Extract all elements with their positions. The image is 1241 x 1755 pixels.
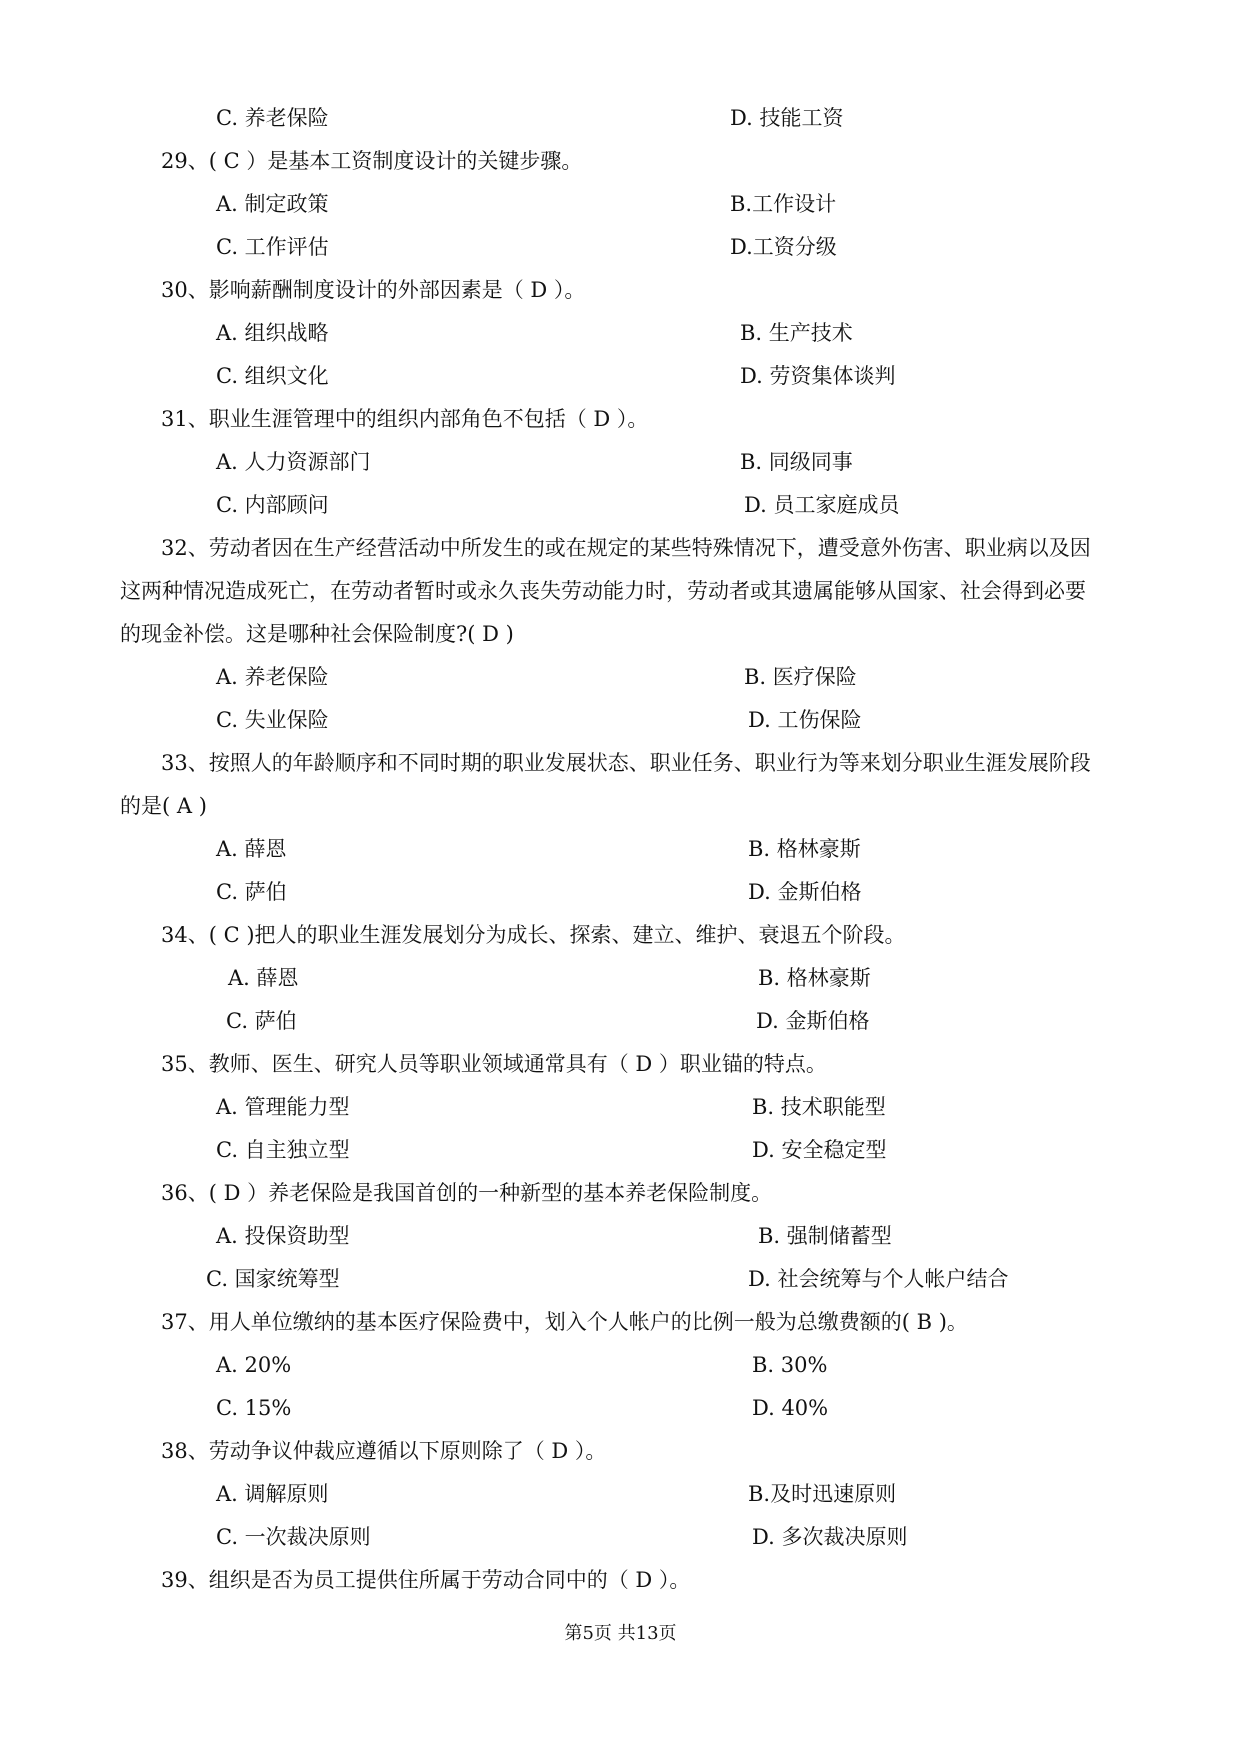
answer-option: C. 工作评估	[216, 235, 329, 259]
answer-option: C. 内部顾问	[216, 493, 329, 517]
answer-option: B. 30%	[752, 1353, 828, 1377]
answer-option: D.工资分级	[730, 235, 837, 259]
answer-option: A. 养老保险	[216, 665, 329, 689]
answer-option: C. 失业保险	[216, 708, 329, 732]
question-text: 38、劳动争议仲裁应遵循以下原则除了（ D ）。	[161, 1439, 607, 1463]
answer-option: A. 管理能力型	[216, 1095, 350, 1119]
answer-option: D. 员工家庭成员	[744, 493, 900, 517]
question-text: 36、( D ）养老保险是我国首创的一种新型的基本养老保险制度。	[161, 1181, 773, 1205]
answer-option: B. 生产技术	[740, 321, 853, 345]
answer-option: C. 萨伯	[226, 1009, 297, 1033]
answer-option: B. 同级同事	[740, 450, 853, 474]
answer-option: C. 组织文化	[216, 364, 329, 388]
answer-option: C. 15%	[216, 1396, 292, 1420]
question-text: 29、( C ）是基本工资制度设计的关键步骤。	[161, 149, 583, 173]
answer-option: A. 人力资源部门	[216, 450, 371, 474]
question-text: 31、职业生涯管理中的组织内部角色不包括（ D ）。	[161, 407, 649, 431]
question-text: 33、按照人的年龄顺序和不同时期的职业发展状态、职业任务、职业行为等来划分职业生涯发展阶段	[161, 751, 1091, 775]
answer-option: D. 40%	[752, 1396, 829, 1420]
answer-option: D. 多次裁决原则	[752, 1525, 908, 1549]
answer-option: D. 工伤保险	[748, 708, 862, 732]
answer-option: D. 金斯伯格	[756, 1009, 870, 1033]
answer-option: B. 格林豪斯	[748, 837, 861, 861]
question-continuation: 的是( A )	[120, 794, 207, 818]
question-text: 30、影响薪酬制度设计的外部因素是（ D ）。	[161, 278, 586, 302]
answer-option: C. 国家统筹型	[206, 1267, 340, 1291]
answer-option: B. 技术职能型	[752, 1095, 886, 1119]
answer-option: B.工作设计	[730, 192, 837, 216]
answer-option: C. 自主独立型	[216, 1138, 350, 1162]
question-text: 34、( C )把人的职业生涯发展划分为成长、探索、建立、维护、衰退五个阶段。	[161, 923, 906, 947]
answer-option: A. 薛恩	[228, 966, 299, 990]
question-continuation: 的现金补偿。这是哪种社会保险制度?( D )	[120, 622, 514, 646]
answer-option: B. 医疗保险	[744, 665, 857, 689]
answer-option: A. 薛恩	[216, 837, 287, 861]
page-footer: 第5页 共13页	[564, 1623, 677, 1644]
question-text: 32、劳动者因在生产经营活动中所发生的或在规定的某些特殊情况下，遭受意外伤害、职业病以及因	[161, 536, 1091, 560]
answer-option: A. 组织战略	[216, 321, 329, 345]
answer-option: B. 强制储蓄型	[758, 1224, 892, 1248]
answer-option: D. 社会统筹与个人帐户结合	[748, 1267, 1009, 1291]
answer-option: A. 20%	[216, 1353, 292, 1377]
question-continuation: 这两种情况造成死亡，在劳动者暂时或永久丧失劳动能力时，劳动者或其遗属能够从国家、社会得到必要	[120, 579, 1086, 603]
answer-option: A. 调解原则	[216, 1482, 329, 1506]
question-text: 35、教师、医生、研究人员等职业领域通常具有（ D ）职业锚的特点。	[161, 1052, 827, 1076]
answer-option: B.及时迅速原则	[748, 1482, 897, 1506]
answer-option: C. 萨伯	[216, 880, 287, 904]
answer-option: D. 劳资集体谈判	[740, 364, 896, 388]
answer-option: D. 技能工资	[730, 106, 844, 130]
answer-option: A. 投保资助型	[216, 1224, 350, 1248]
question-text: 37、用人单位缴纳的基本医疗保险费中，划入个人帐户的比例一般为总缴费额的( B )。	[161, 1310, 968, 1334]
answer-option: D. 金斯伯格	[748, 880, 862, 904]
answer-option: B. 格林豪斯	[758, 966, 871, 990]
question-text: 39、组织是否为员工提供住所属于劳动合同中的（ D ）。	[161, 1568, 691, 1592]
answer-option: C. 一次裁决原则	[216, 1525, 371, 1549]
answer-option: A. 制定政策	[216, 192, 329, 216]
answer-option: C. 养老保险	[216, 106, 329, 130]
answer-option: D. 安全稳定型	[752, 1138, 887, 1162]
